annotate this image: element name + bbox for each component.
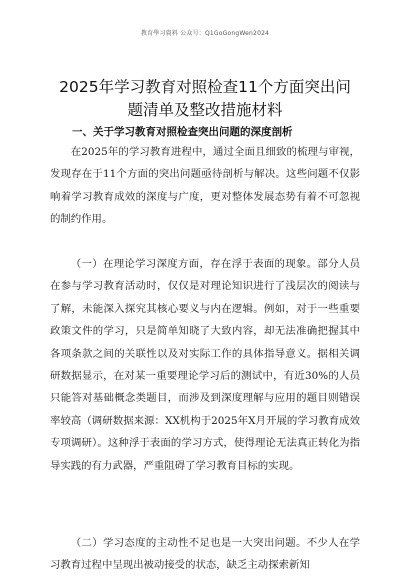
- section-heading: 一、关于学习教育对照检查突出问题的深度剖析: [72, 126, 293, 138]
- paragraph: （二）学习态度的主动性不足也是一大突出问题。不少人在学习教育过程中呈现出被动接受的状态，缺乏主动探索新知: [50, 537, 360, 572]
- document-title: 2025年学习教育对照检查11个方面突出问题清单及整改措施材料: [59, 78, 351, 119]
- paragraph: （一）在理论学习深度方面，存在浮于表面的现象。部分人员在参与学习教育活动时，仅仅是对理论知识进行了浅层次的阅读与了解，未能深入探究其核心要义与内在逻辑。例如，对于一些重要政策文件的学习，只是简单知晓了大致内容，却无法准确把握其中各项条款之间的关联性以及对实际工作的具体指导意义。据相关调研数据显示，在对某一重要理论学习后的测试中，有近30%的人员只能答对基础概念类题目，而涉及到深度理解与应用的题目则错误率较高（调研数据来源：XX机构于2025年X月开展的学习教育成效专项调研）。这种浮于表面的学习方式，使得理论无法真正转化为指导实践的有力武器，严重阻碍了学习教育目标的实现。: [50, 258, 360, 472]
- header-note: 教育學习資料 公众号：Q1GoGongWen2024: [140, 30, 270, 37]
- paragraph: 在2025年的学习教育进程中，通过全面且细致的梳理与审视，发现存在于11个方面的突出问题亟待剖析与解决。这些问题不仅影响着学习教育成效的深度与广度，更对整体发展态势有着不可忽视的制约作用。: [50, 146, 360, 226]
